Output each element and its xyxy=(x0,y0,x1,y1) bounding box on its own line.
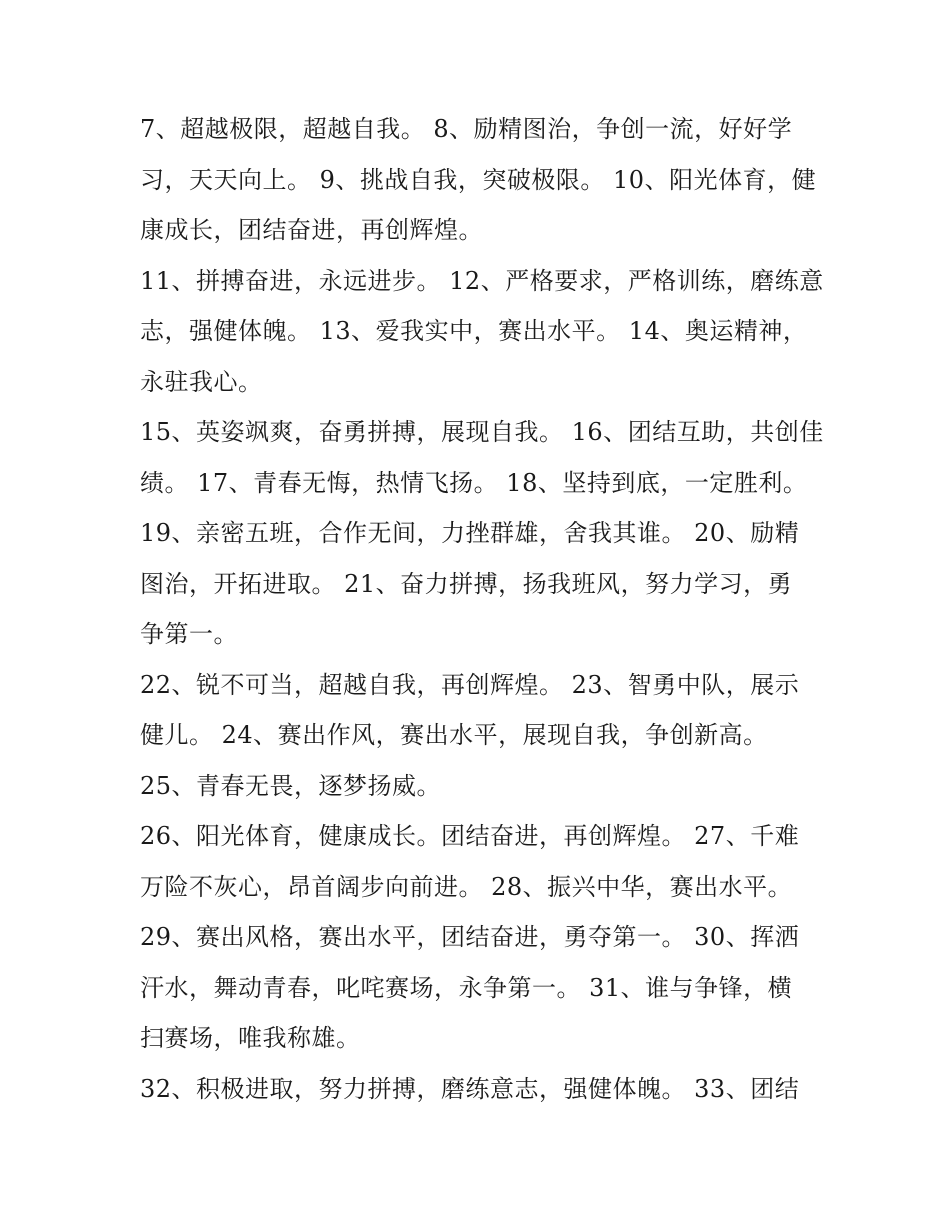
text-line: 扫赛场，唯我称雄。 xyxy=(140,1024,361,1052)
slogan-text-block xyxy=(140,104,824,1114)
text-line: 汗水，舞动青春，叱咤赛场，永争第一。 31、谁与争锋，横 xyxy=(140,973,793,1002)
text-line: 7、超越极限，超越自我。 8、励精图治，争创一流，好好学 xyxy=(140,115,793,143)
text-line: 绩。 17、青春无悔，热情飞扬。 18、坚持到底，一定胜利。 xyxy=(140,468,808,497)
text-line: 22、锐不可当，超越自我，再创辉煌。 23、智勇中队，展示 xyxy=(140,670,800,699)
text-line: 25、青春无畏，逐梦扬威。 xyxy=(140,771,442,800)
text-line: 15、英姿飒爽，奋勇拼搏，展现自我。 16、团结互助，共创佳 xyxy=(140,418,824,446)
text-line: 康成长，团结奋进，再创辉煌。 xyxy=(140,216,483,244)
text-line: 32、积极进取，努力拼搏，磨练意志，强健体魄。 33、团结 xyxy=(140,1074,800,1103)
text-line: 19、亲密五班，合作无间，力挫群雄，舍我其谁。 20、励精 xyxy=(140,519,800,547)
text-line: 11、拼搏奋进，永远进步。 12、严格要求，严格训练，磨练意 xyxy=(140,266,824,295)
text-line: 争第一。 xyxy=(140,620,238,648)
text-line: 26、阳光体育，健康成长。团结奋进，再创辉煌。 27、千难 xyxy=(140,822,800,850)
text-line: 万险不灰心，昂首阔步向前进。 28、振兴中华，赛出水平。 xyxy=(140,872,793,901)
text-line: 习，天天向上。 9、挑战自我，突破极限。 10、阳光体育，健 xyxy=(140,165,817,194)
text-line: 29、赛出风格，赛出水平，团结奋进，勇夺第一。 30、挥洒 xyxy=(140,923,800,951)
text-line: 永驻我心。 xyxy=(140,367,263,396)
text-line: 健儿。 24、赛出作风，赛出水平，展现自我，争创新高。 xyxy=(140,721,768,749)
text-line: 志，强健体魄。 13、爱我实中，赛出水平。 14、奥运精神， xyxy=(140,317,808,345)
text-line: 图治，开拓进取。 21、奋力拼搏，扬我班风，努力学习，勇 xyxy=(140,569,793,598)
